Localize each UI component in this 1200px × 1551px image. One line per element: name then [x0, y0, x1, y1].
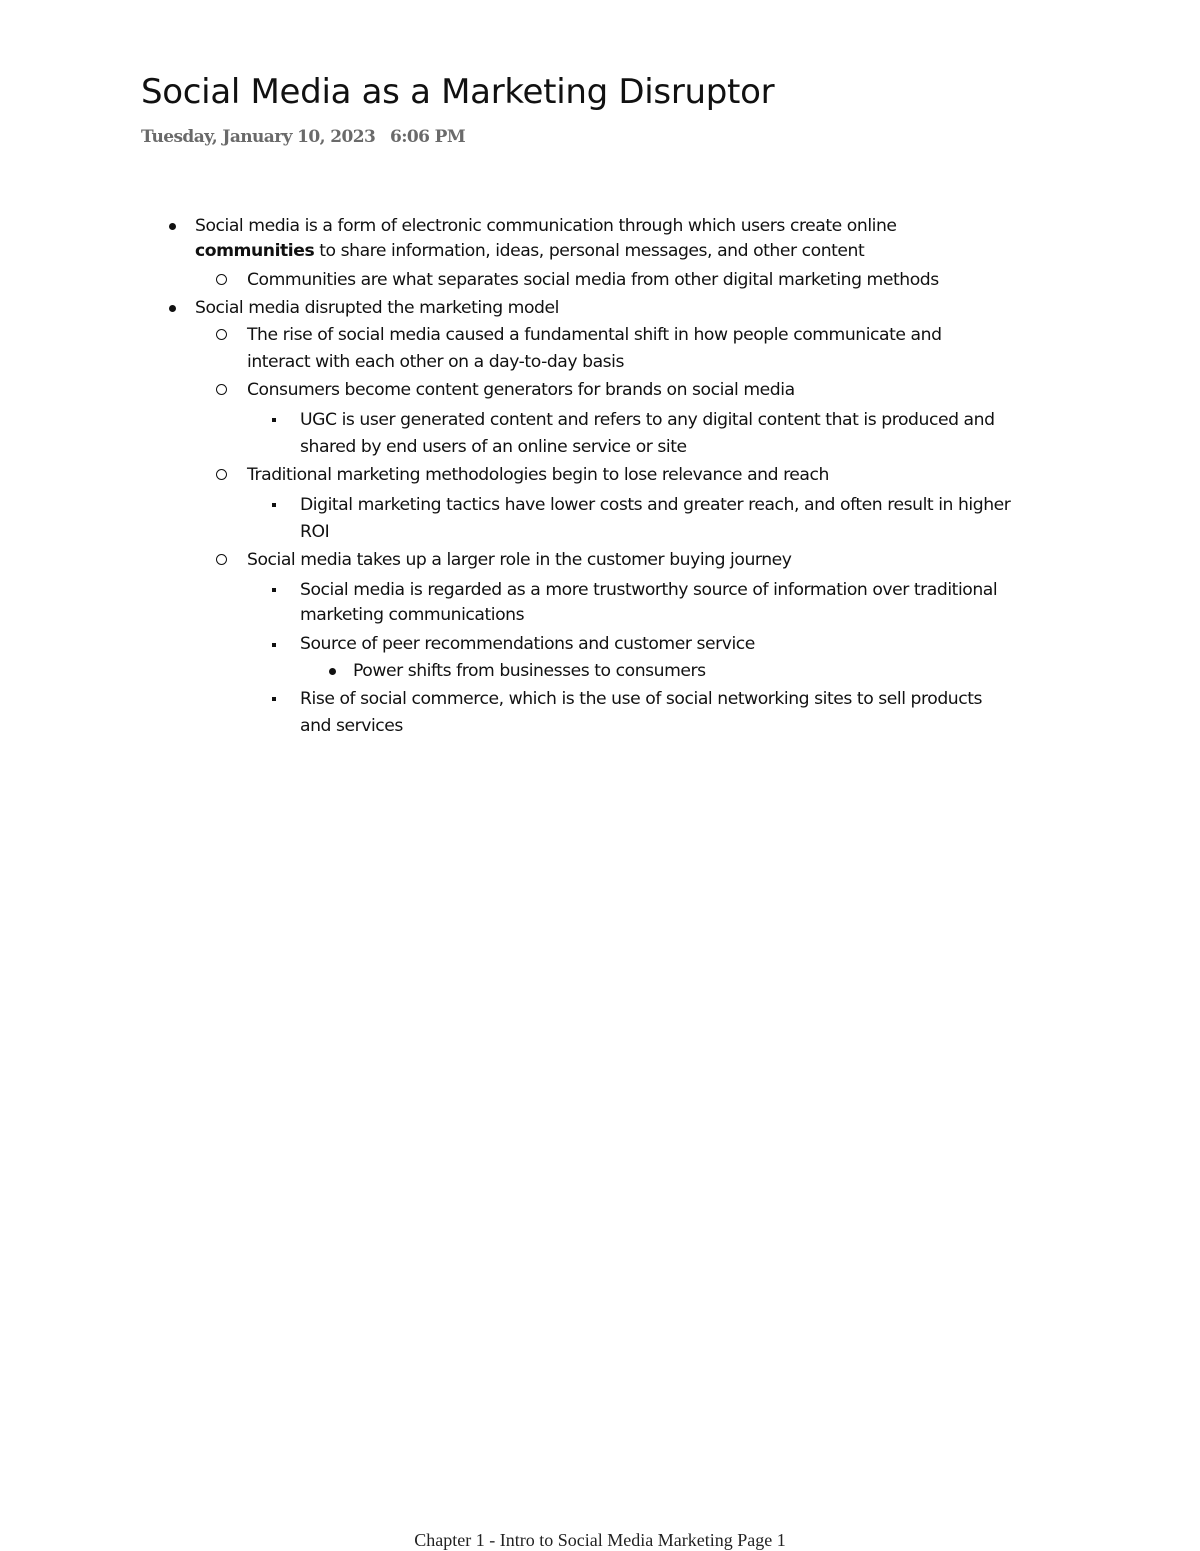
list-item-text: Communities are what separates social media from other digital marketing methods [247, 270, 939, 290]
list-item-text: Digital marketing tactics have lower costs and greater reach, and often result in higher [300, 495, 1011, 515]
square-bullet-icon [272, 503, 276, 507]
square-bullet-icon [272, 697, 276, 701]
note-time: 6:06 PM [390, 127, 466, 147]
list-item-text-continued: ROI [300, 522, 330, 542]
list-item-text: Social media is regarded as a more trustworthy source of information over traditional [300, 580, 998, 600]
disc-bullet-icon [169, 223, 176, 230]
list-item-text: Social media disrupted the marketing model [195, 298, 559, 318]
circle-bullet-icon [216, 384, 227, 395]
disc-bullet-icon [169, 305, 176, 312]
circle-bullet-icon [216, 554, 227, 565]
list-item-text-rest: to share information, ideas, personal messages, and other content [314, 241, 865, 261]
disc-bullet-icon [329, 668, 336, 675]
square-bullet-icon [272, 588, 276, 592]
list-item-text-continued [195, 239, 864, 264]
list-item-text-continued: marketing communications [300, 605, 525, 625]
list-item-text: Consumers become content generators for brands on social media [247, 380, 795, 400]
list-item-text-continued: shared by end users of an online service or site [300, 437, 687, 457]
page-title: Social Media as a Marketing Disruptor [141, 72, 775, 112]
list-item-text: Traditional marketing methodologies begin to lose relevance and reach [247, 465, 829, 485]
circle-bullet-icon [216, 274, 227, 285]
list-item-text: Power shifts from businesses to consumers [353, 661, 706, 681]
list-item-text: Source of peer recommendations and customer service [300, 634, 755, 654]
bold-term: communities [195, 241, 315, 261]
list-item-text: The rise of social media caused a fundamental shift in how people communicate and [247, 325, 942, 345]
list-item-text: Rise of social commerce, which is the use of social networking sites to sell products [300, 689, 983, 709]
list-item-text-continued: and services [300, 716, 403, 736]
note-date: Tuesday, January 10, 2023 [141, 127, 376, 147]
square-bullet-icon [272, 418, 276, 422]
list-item-text: Social media is a form of electronic communication through which users create online [195, 216, 897, 236]
list-item-text-continued: interact with each other on a day-to-day basis [247, 352, 624, 372]
list-item-text: Social media takes up a larger role in the customer buying journey [247, 550, 792, 570]
square-bullet-icon [272, 643, 276, 647]
list-item-text: UGC is user generated content and refers to any digital content that is produced and [300, 410, 995, 430]
page-footer: Chapter 1 - Intro to Social Media Marketing Page 1 [414, 1530, 786, 1550]
circle-bullet-icon [216, 469, 227, 480]
circle-bullet-icon [216, 329, 227, 340]
